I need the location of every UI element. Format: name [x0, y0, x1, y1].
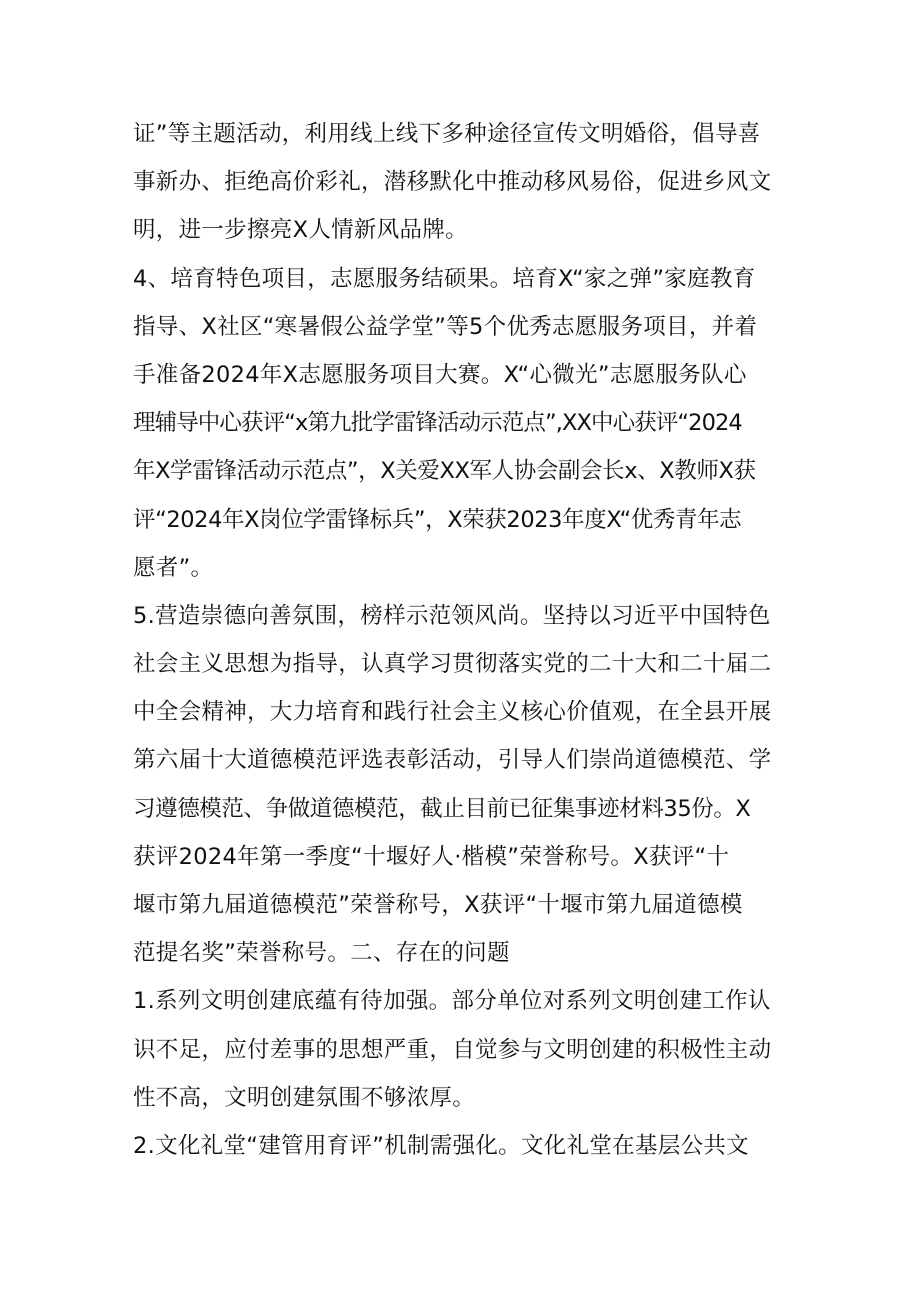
paragraph-line: 习遵德模范、争做道德模范，截止目前已征集事迹材料35份。X [133, 795, 751, 822]
paragraph-line: 愿者”。 [133, 554, 214, 581]
paragraph-line: 证”等主题活动，利用线上线下多种途径宣传文明婚俗，倡导喜 [133, 121, 761, 147]
paragraph-line: 4、培育特色项目，志愿服务结硕果。培育X“家之弹”家庭教育 [133, 265, 756, 292]
paragraph-line: 中全会精神，大力培育和践行社会主义核心价值观，在全县开展 [133, 699, 772, 726]
paragraph-line: 1.系列文明创建底蕴有待加强。部分单位对系列文明创建工作认 [133, 988, 771, 1015]
paragraph-line: 社会主义思想为指导，认真学习贯彻落实党的二十大和二十届二 [133, 651, 772, 678]
paragraph-line: 第六届十大道德模范评选表彰活动，引导人们崇尚道德模范、学 [133, 747, 772, 774]
paragraph-line: 事新办、拒绝高价彩礼，潜移默化中推动移风易俗，促进乡风文 [133, 169, 772, 196]
paragraph-line: 2.文化礼堂“建管用育评”机制需强化。文化礼堂在基层公共文 [133, 1132, 749, 1159]
paragraph-line: 理辅导中心获评“x第九批学雷锋活动示范点”,XX中心获评“2024 [133, 410, 742, 437]
paragraph-line: 性不高，文明创建氛围不够浓厚。 [133, 1084, 476, 1111]
paragraph-line: 手准备2024年X志愿服务项目大赛。X“心微光”志愿服务队心 [133, 361, 747, 388]
paragraph-line: 指导、X社区“寒暑假公益学堂”等5个优秀志愿服务项目，并着 [133, 313, 758, 340]
paragraph-line: 明，进一步擦亮X人情新风品牌。 [133, 217, 468, 244]
paragraph-line: 堰市第九届道德模范”荣誉称号，X获评“十堰市第九届道德模 [133, 892, 743, 918]
paragraph-line: 年X学雷锋活动示范点”，X关爱XX军人协会副会长x、X教师X获 [133, 458, 756, 485]
paragraph-line: 5.营造崇德向善氛围，榜样示范领风尚。坚持以习近平中国特色 [133, 602, 771, 629]
paragraph-line: 评“2024年X岗位学雷锋标兵”，X荣获2023年度X“优秀青年志 [133, 506, 742, 533]
document-body [133, 110, 793, 1170]
paragraph-line: 识不足，应付差事的思想严重，自觉参与文明创建的积极性主动 [133, 1036, 772, 1063]
paragraph-line: 获评2024年第一季度“十堰好人·楷模”荣誉称号。X获评“十 [133, 843, 730, 870]
section-heading-line: 范提名奖”荣誉称号。二、存在的问题 [133, 940, 510, 967]
